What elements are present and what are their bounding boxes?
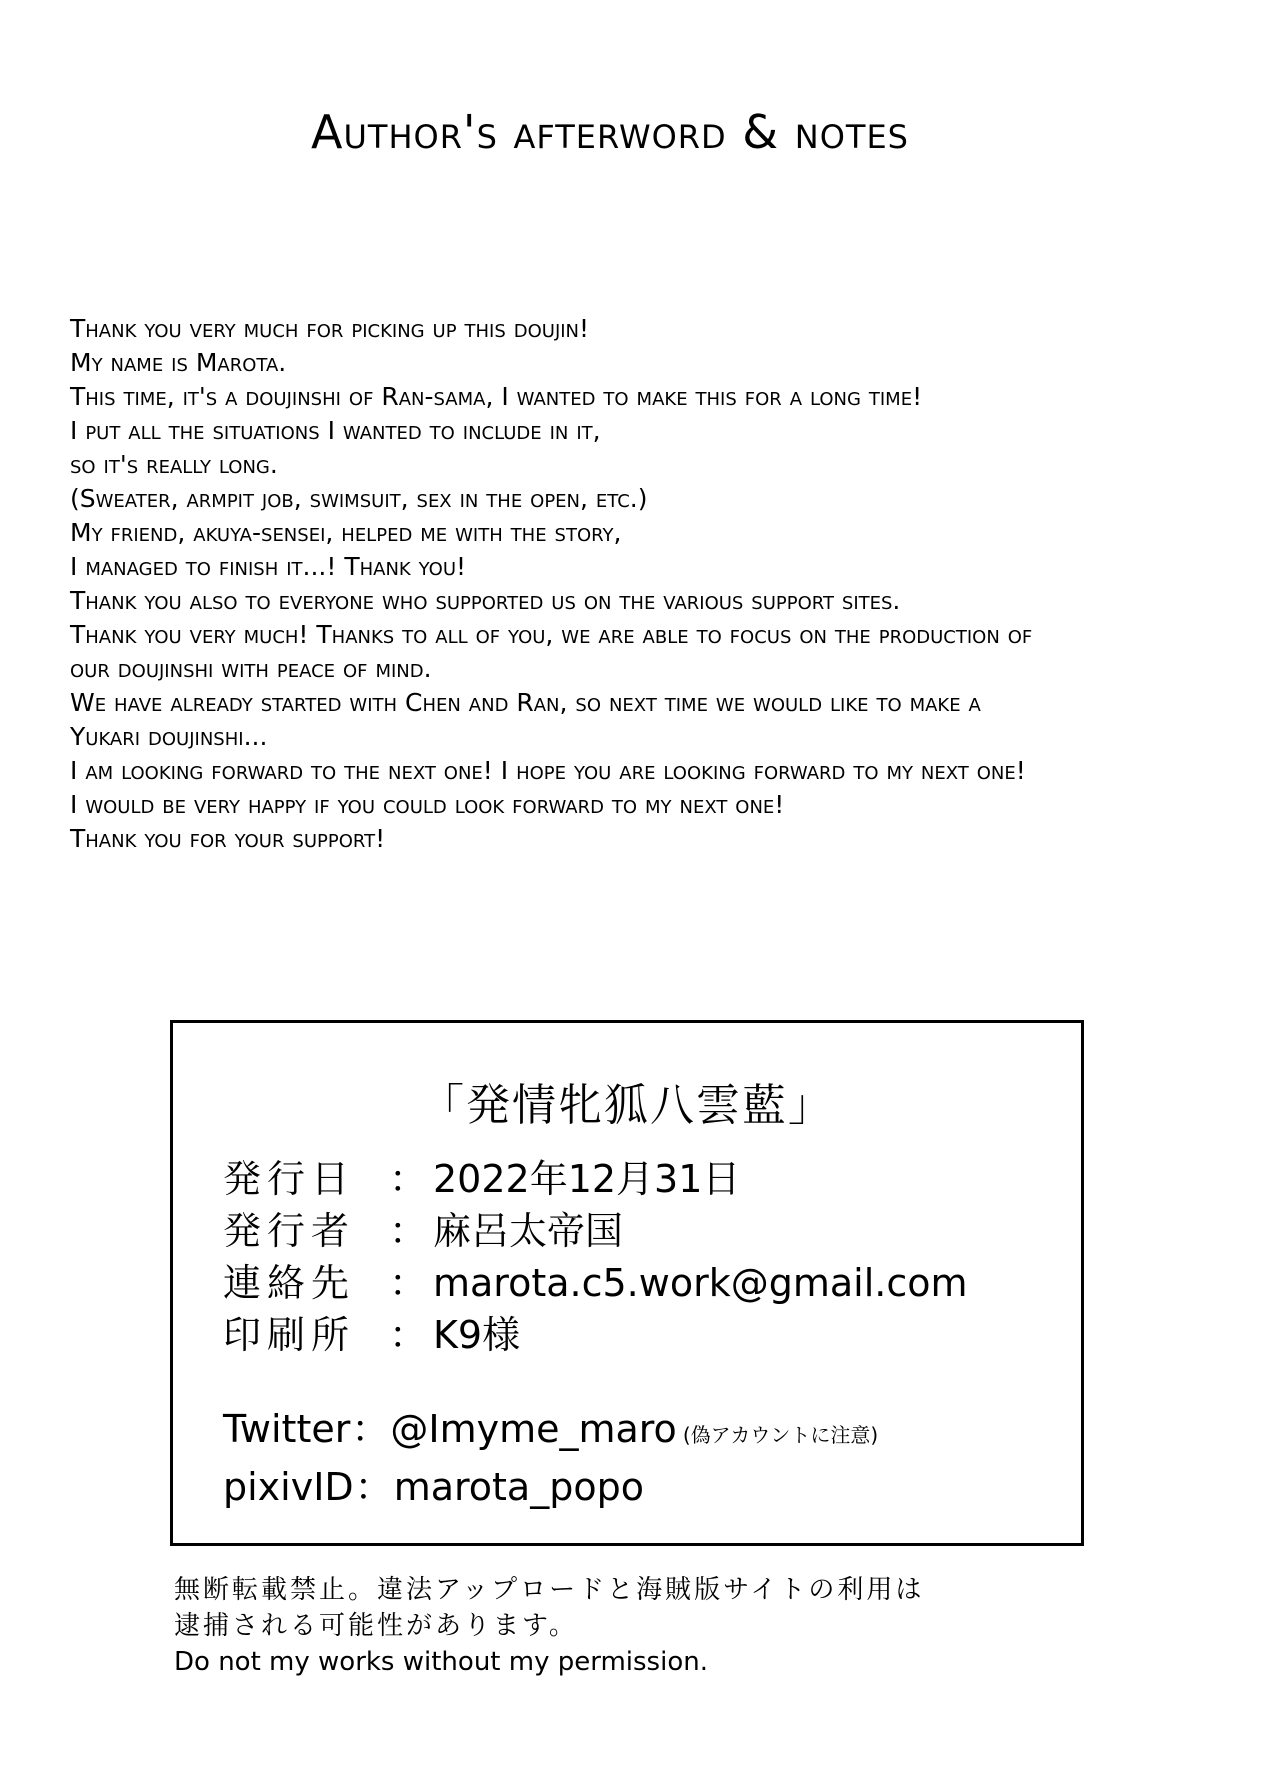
copyright-notice — [174, 1572, 1234, 1680]
afterword-line: Thank you very much! Thanks to all of you, we are able to focus on the production of — [70, 620, 1033, 649]
notice-en-line: Do not my works without my permission. — [174, 1647, 708, 1677]
pixiv-label: pixivID — [223, 1465, 354, 1509]
separator: ： — [354, 1465, 393, 1509]
twitter-note: (偽アカウントに注意) — [682, 1423, 879, 1447]
twitter-row — [223, 1403, 878, 1461]
publish-date-label: 発行日 — [223, 1157, 356, 1201]
separator: ： — [388, 1157, 427, 1201]
pixiv-row — [223, 1461, 878, 1513]
separator: ： — [388, 1313, 427, 1357]
afterword-line: I would be very happy if you could look forward to my next one! — [70, 790, 785, 819]
publication-info — [223, 1153, 968, 1361]
book-title: 「発情牝狐八雲藍」 — [420, 1080, 834, 1131]
notice-jp-line-1: 無断転載禁止。違法アップロードと海賊版サイトの利用は — [174, 1575, 925, 1605]
publisher-value: 麻呂太帝国 — [433, 1209, 624, 1253]
afterword-line: Thank you very much for picking up this doujin! — [70, 314, 590, 343]
contact-email: marota.c5.work@gmail.com — [433, 1261, 968, 1305]
notice-jp-line-2: 逮捕される可能性があります。 — [174, 1611, 578, 1641]
afterword-line: our doujinshi with peace of mind. — [70, 654, 432, 683]
publish-date-row — [223, 1153, 968, 1205]
twitter-label: Twitter — [223, 1407, 351, 1451]
printer-row — [223, 1309, 968, 1361]
separator: ： — [388, 1209, 427, 1253]
afterword-line: Thank you also to everyone who supported us on the various support sites. — [70, 586, 901, 615]
afterword-line: Thank you for your support! — [70, 824, 386, 853]
afterword-line: I am looking forward to the next one! I hope you are looking forward to my next one! — [70, 756, 1026, 785]
printer-label: 印刷所 — [223, 1313, 356, 1357]
afterword-line: My friend, akuya-sensei, helped me with the story, — [70, 518, 622, 547]
publisher-row — [223, 1205, 968, 1257]
afterword-line: I managed to finish it...! Thank you! — [70, 552, 467, 581]
afterword-line: Yukari doujinshi... — [70, 722, 268, 751]
colophon-box — [170, 1020, 1084, 1546]
separator: ： — [388, 1261, 427, 1305]
afterword-line: My name is Marota. — [70, 348, 287, 377]
afterword-line: This time, it's a doujinshi of Ran-sama, I wanted to make this for a long time! — [70, 382, 923, 411]
afterword-text — [70, 312, 1250, 856]
social-info — [223, 1403, 878, 1513]
page-title: Author's afterword & notes — [311, 105, 909, 159]
afterword-line: (Sweater, armpit job, swimsuit, sex in the open, etc.) — [70, 484, 648, 513]
afterword-line: I put all the situations I wanted to include in it, — [70, 416, 601, 445]
afterword-line: We have already started with Chen and Ran, so next time we would like to make a — [70, 688, 981, 717]
publisher-label: 発行者 — [223, 1209, 356, 1253]
pixiv-id: marota_popo — [393, 1465, 644, 1509]
separator: ： — [351, 1407, 390, 1451]
publish-date-value: 2022年12月31日 — [433, 1157, 741, 1201]
contact-label: 連絡先 — [223, 1261, 356, 1305]
afterword-line: so it's really long. — [70, 450, 278, 479]
twitter-handle: @Imyme_maro — [390, 1407, 677, 1451]
printer-value: K9様 — [433, 1313, 521, 1357]
contact-row — [223, 1257, 968, 1309]
